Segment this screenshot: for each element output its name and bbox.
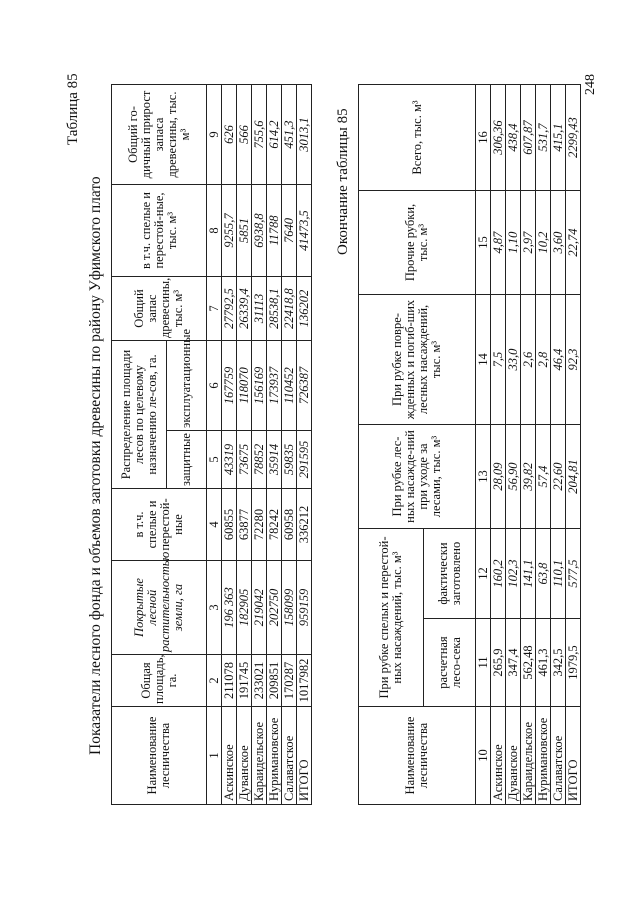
cell-c6: 173937 bbox=[267, 341, 282, 431]
table-row bbox=[536, 85, 551, 805]
cell-c2: 211078 bbox=[222, 655, 237, 707]
cell-c9: 755,6 bbox=[252, 85, 267, 185]
cell-c12: 102,3 bbox=[506, 529, 521, 619]
cell-c12: 160,2 bbox=[491, 529, 506, 619]
header-name-2: Наименование лесничества bbox=[359, 707, 476, 805]
cell-c11: 562,48 bbox=[521, 619, 536, 707]
cell-c9: 451,3 bbox=[282, 85, 297, 185]
forestry-name: Салаватское bbox=[551, 707, 566, 805]
cell-c11: 347,4 bbox=[506, 619, 521, 707]
forestry-name: ИТОГО bbox=[297, 707, 312, 805]
header-total: Всего, тыс. м³ bbox=[359, 85, 476, 191]
header-mature: в т.ч. спелые и перестой-ные bbox=[112, 489, 207, 561]
cell-c15: 1,10 bbox=[506, 191, 521, 295]
column-number: 12 bbox=[476, 529, 491, 619]
cell-c4: 336212 bbox=[297, 489, 312, 561]
cell-c4: 78242 bbox=[267, 489, 282, 561]
cell-c6: 726387 bbox=[297, 341, 312, 431]
cell-c5: 291595 bbox=[297, 431, 312, 489]
column-number-row-2 bbox=[476, 85, 491, 805]
column-number: 9 bbox=[207, 85, 222, 185]
cell-c4: 72280 bbox=[252, 489, 267, 561]
cell-c3: 959159 bbox=[297, 561, 312, 655]
column-number: 1 bbox=[207, 707, 222, 805]
cell-c16: 607,87 bbox=[521, 85, 536, 191]
page-title: Показатели лесного фонда и объемов заготовки древесины по району Уфимского плато bbox=[87, 176, 104, 755]
cell-c7: 22418,8 bbox=[282, 277, 297, 341]
header-operational: эксплуатационные bbox=[167, 341, 207, 431]
cell-c2: 209851 bbox=[267, 655, 282, 707]
table-row bbox=[237, 85, 252, 805]
cell-c7: 28538,1 bbox=[267, 277, 282, 341]
forest-fund-table bbox=[111, 84, 312, 805]
page-number: 248 bbox=[583, 74, 598, 95]
column-number: 5 bbox=[207, 431, 222, 489]
header-actual: фактически заготовлено bbox=[424, 529, 476, 619]
cell-c2: 1017982 bbox=[297, 655, 312, 707]
header-distribution: Распределение площади лесов по целевому назначению ле-сов, га. bbox=[112, 341, 167, 489]
cell-c14: 7,5 bbox=[491, 295, 506, 425]
cell-c15: 4,87 bbox=[491, 191, 506, 295]
cell-c16: 531,7 bbox=[536, 85, 551, 191]
cell-c13: 57,4 bbox=[536, 425, 551, 529]
cell-c3: 182905 bbox=[237, 561, 252, 655]
table-row bbox=[551, 85, 566, 805]
header-other: Прочие рубки, тыс. м³ bbox=[359, 191, 476, 295]
cell-c6: 118070 bbox=[237, 341, 252, 431]
header-care: При рубке лес-ных насажде-ний при уходе за лесами, тыс. м³ bbox=[359, 425, 476, 529]
column-number: 3 bbox=[207, 561, 222, 655]
cell-c8: 11788 bbox=[267, 185, 282, 277]
cell-c3: 219042 bbox=[252, 561, 267, 655]
cell-c14: 2,8 bbox=[536, 295, 551, 425]
cell-c2: 233021 bbox=[252, 655, 267, 707]
cell-c15: 10,2 bbox=[536, 191, 551, 295]
cell-c2: 170287 bbox=[282, 655, 297, 707]
forestry-name: Дуванское bbox=[506, 707, 521, 805]
table-row bbox=[491, 85, 506, 805]
harvest-table bbox=[358, 84, 581, 805]
cell-c5: 59835 bbox=[282, 431, 297, 489]
table-number: Таблица 85 bbox=[65, 73, 81, 145]
cell-c13: 39,82 bbox=[521, 425, 536, 529]
cell-c5: 78852 bbox=[252, 431, 267, 489]
cell-c6: 167759 bbox=[222, 341, 237, 431]
cell-c11: 461,3 bbox=[536, 619, 551, 707]
header-stock-mature: в т.ч. спелые и перестой-ные, тыс. м³ bbox=[112, 185, 207, 277]
cell-c4: 60958 bbox=[282, 489, 297, 561]
header-growth: Общий го-дичный прирост запаса древесины, тыс. м³ bbox=[112, 85, 207, 185]
cell-c4: 60855 bbox=[222, 489, 237, 561]
cell-c7: 26339,4 bbox=[237, 277, 252, 341]
table-row bbox=[267, 85, 282, 805]
cell-c14: 2,6 bbox=[521, 295, 536, 425]
table-row bbox=[566, 85, 581, 805]
column-number: 14 bbox=[476, 295, 491, 425]
cell-c6: 110452 bbox=[282, 341, 297, 431]
cell-c3: 196 363 bbox=[222, 561, 237, 655]
cell-c12: 141,1 bbox=[521, 529, 536, 619]
forestry-name: Нуримановское bbox=[536, 707, 551, 805]
forestry-name: Аскинское bbox=[491, 707, 506, 805]
column-number: 13 bbox=[476, 425, 491, 529]
cell-c4: 63877 bbox=[237, 489, 252, 561]
forestry-name: Аскинское bbox=[222, 707, 237, 805]
header-area: Общая площадь, га. bbox=[112, 655, 207, 707]
cell-c8: 7640 bbox=[282, 185, 297, 277]
cell-c5: 35914 bbox=[267, 431, 282, 489]
column-number: 10 bbox=[476, 707, 491, 805]
column-number-row bbox=[207, 85, 222, 805]
forestry-name: Нуримановское bbox=[267, 707, 282, 805]
cell-c9: 614,2 bbox=[267, 85, 282, 185]
cell-c13: 204,81 bbox=[566, 425, 581, 529]
table-row bbox=[521, 85, 536, 805]
forestry-name: Караидельское bbox=[521, 707, 536, 805]
cell-c12: 63,8 bbox=[536, 529, 551, 619]
cell-c8: 41473,5 bbox=[297, 185, 312, 277]
cell-c7: 31113 bbox=[252, 277, 267, 341]
header-protective: защитные bbox=[167, 431, 207, 489]
cell-c9: 566 bbox=[237, 85, 252, 185]
column-number: 8 bbox=[207, 185, 222, 277]
header-mature-cut: При рубке спелых и перестой-ных насаждений, тыс. м³ bbox=[359, 529, 424, 707]
cell-c14: 33,0 bbox=[506, 295, 521, 425]
cell-c16: 2299,43 bbox=[566, 85, 581, 191]
cell-c16: 415,1 bbox=[551, 85, 566, 191]
header-covered: Покрытые лесной растительностью земли, га bbox=[112, 561, 207, 655]
cell-c14: 92,3 bbox=[566, 295, 581, 425]
cell-c15: 2,97 bbox=[521, 191, 536, 295]
header-name: Наименование лесничества bbox=[112, 707, 207, 805]
cell-c8: 9255,7 bbox=[222, 185, 237, 277]
header-calc: расчетная лесо-сека bbox=[424, 619, 476, 707]
cell-c7: 27792,5 bbox=[222, 277, 237, 341]
cell-c9: 626 bbox=[222, 85, 237, 185]
cell-c11: 342,5 bbox=[551, 619, 566, 707]
cell-c13: 22,60 bbox=[551, 425, 566, 529]
column-number: 7 bbox=[207, 277, 222, 341]
cell-c12: 577,5 bbox=[566, 529, 581, 619]
cell-c14: 46,4 bbox=[551, 295, 566, 425]
column-number: 16 bbox=[476, 85, 491, 191]
column-number: 4 bbox=[207, 489, 222, 561]
cell-c11: 265,9 bbox=[491, 619, 506, 707]
table-row bbox=[282, 85, 297, 805]
cell-c11: 1979,5 bbox=[566, 619, 581, 707]
forestry-name: Салаватское bbox=[282, 707, 297, 805]
continuation-title: Окончание таблицы 85 bbox=[335, 108, 351, 255]
cell-c2: 191745 bbox=[237, 655, 252, 707]
cell-c13: 56,90 bbox=[506, 425, 521, 529]
table-row bbox=[297, 85, 312, 805]
cell-c16: 306,36 bbox=[491, 85, 506, 191]
header-damaged: При рубке повре-жденных и погиб-ших лесных насаждений, тыс. м³ bbox=[359, 295, 476, 425]
cell-c8: 6938,8 bbox=[252, 185, 267, 277]
cell-c5: 43319 bbox=[222, 431, 237, 489]
forestry-name: Дуванское bbox=[237, 707, 252, 805]
cell-c9: 3013,1 bbox=[297, 85, 312, 185]
cell-c12: 110,1 bbox=[551, 529, 566, 619]
cell-c16: 438,4 bbox=[506, 85, 521, 191]
table-row bbox=[506, 85, 521, 805]
cell-c15: 3,60 bbox=[551, 191, 566, 295]
table-row bbox=[222, 85, 237, 805]
cell-c8: 5851 bbox=[237, 185, 252, 277]
column-number: 15 bbox=[476, 191, 491, 295]
cell-c7: 136202 bbox=[297, 277, 312, 341]
column-number: 6 bbox=[207, 341, 222, 431]
cell-c5: 73675 bbox=[237, 431, 252, 489]
column-number: 11 bbox=[476, 619, 491, 707]
cell-c6: 156169 bbox=[252, 341, 267, 431]
cell-c15: 22,74 bbox=[566, 191, 581, 295]
cell-c13: 28,09 bbox=[491, 425, 506, 529]
table-row bbox=[252, 85, 267, 805]
forestry-name: ИТОГО bbox=[566, 707, 581, 805]
cell-c3: 158099 bbox=[282, 561, 297, 655]
header-stock: Общий запас древесины, тыс. м³ bbox=[112, 277, 207, 341]
column-number: 2 bbox=[207, 655, 222, 707]
forestry-name: Караидельское bbox=[252, 707, 267, 805]
cell-c3: 202750 bbox=[267, 561, 282, 655]
